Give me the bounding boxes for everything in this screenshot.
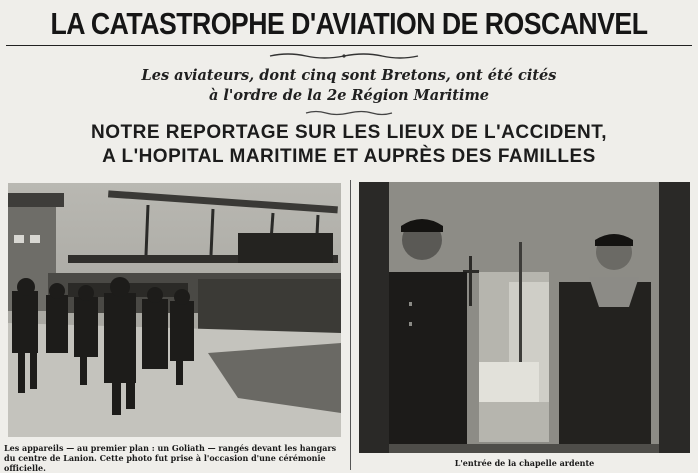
- subtitle: [0, 66, 698, 106]
- report-heading: [0, 121, 698, 169]
- photo-aircraft-hangars: [8, 183, 341, 437]
- subtitle-line-1: Les aviateurs, dont cinq sont Bretons, ont été cités: [141, 67, 557, 84]
- photo-chapel-entrance: [359, 182, 690, 453]
- report-line-1: NOTRE REPORTAGE SUR LES LIEUX DE L'ACCIDENT,: [91, 122, 607, 143]
- headline-rule: [6, 45, 692, 46]
- ornament-divider-small: [304, 110, 394, 116]
- headline: LA CATASTROPHE D'AVIATION DE ROSCANVEL: [50, 6, 648, 41]
- column-divider: [350, 180, 351, 470]
- report-line-2: A L'HOPITAL MARITIME ET AUPRÈS DES FAMILLES: [102, 146, 596, 167]
- right-photo-caption: L'entrée de la chapelle ardente: [454, 458, 595, 468]
- left-photo-caption: Les appareils — au premier plan : un Goliath — rangés devant les hangars du centre de Lanion. Cette photo fut prise à l'occasion d'une cérémonie officielle.: [4, 443, 337, 473]
- subtitle-line-2: à l'ordre de la 2e Région Maritime: [208, 87, 490, 104]
- ornament-divider: [268, 52, 420, 60]
